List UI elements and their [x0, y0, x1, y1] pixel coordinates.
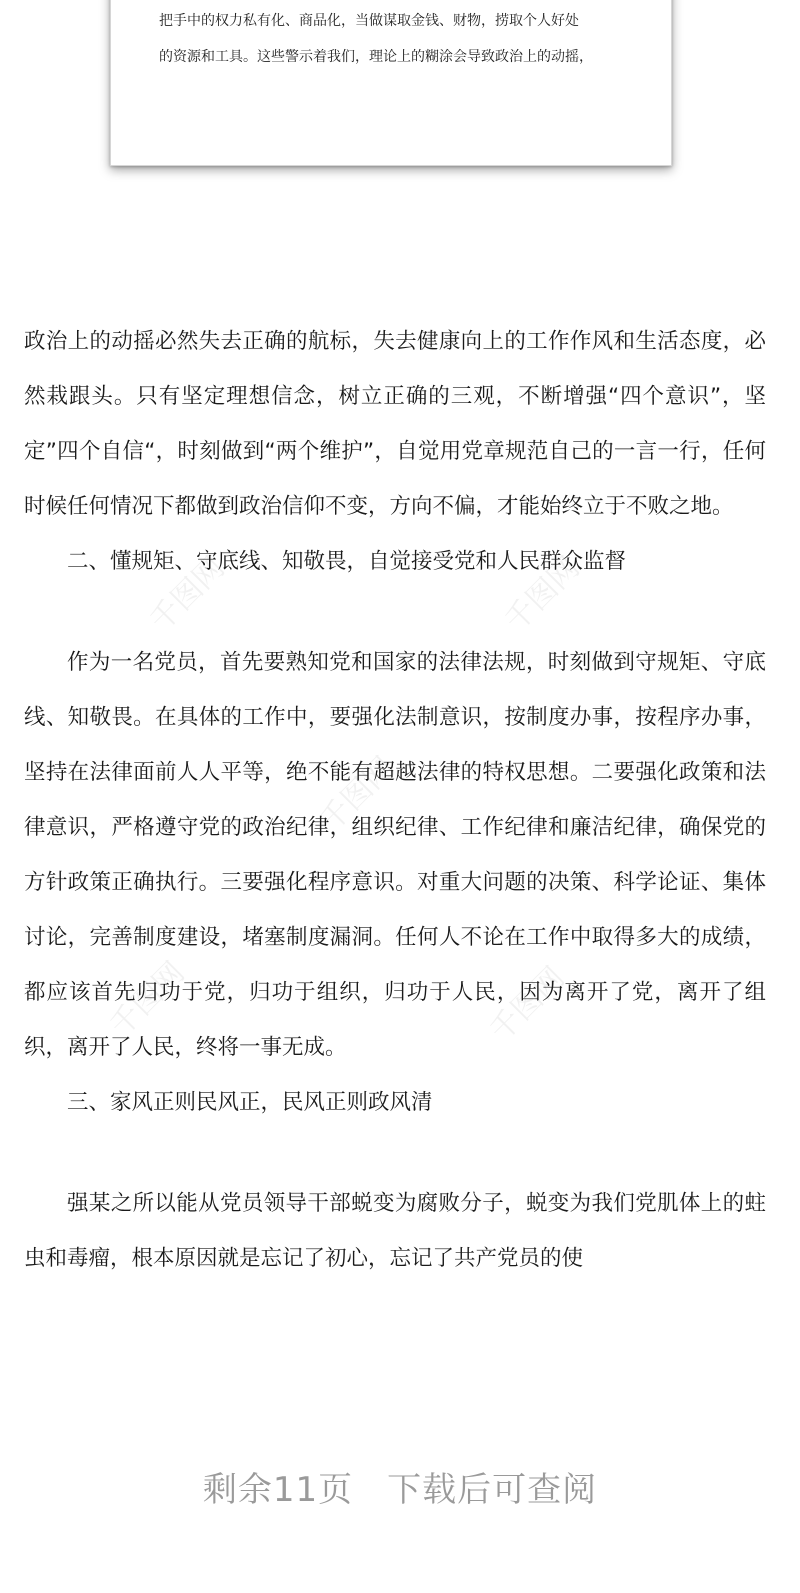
paragraph-3: 强某之所以能从党员领导干部蜕变为腐败分子，蜕变为我们党肌体上的蛀虫和毒瘤，根本原因就是忘记了初心，忘记了共产党员的使 [24, 1191, 766, 1271]
preview-card [110, 0, 672, 166]
watermark: 千图网 [103, 955, 192, 1044]
watermark: 千图网 [313, 750, 402, 839]
preview-line-1: 把手中的权力私有化、商品化，当做谋取金钱、财物，捞取个人好处 [159, 13, 579, 29]
section-heading-3: 三、家风正则民风正，民风正则政风清 [67, 1090, 433, 1115]
section-heading-2: 二、懂规矩、守底线、知敬畏，自觉接受党和人民群众监督 [67, 549, 627, 574]
document-body [24, 314, 766, 1286]
paragraph-1: 政治上的动摇必然失去正确的航标，失去健康向上的工作作风和生活态度，必然栽跟头。只有坚定理想信念，树立正确的三观，不断增强“四个意识”，坚定”四个自信“，时刻做到“两个维护”，自觉用党章规范自己的一言一行，任何时候任何情况下都做到政治信仰不变，方向不偏，才能始终立于不败之地。 [24, 329, 766, 519]
paragraph-2: 作为一名党员，首先要熟知党和国家的法律法规，时刻做到守规矩、守底线、知敬畏。在具体的工作中，要强化法制意识，按制度办事，按程序办事，坚持在法律面前人人平等，绝不能有超越法律的特权思想。二要强化政策和法律意识，严格遵守党的政治纪律，组织纪律、工作纪律和廉洁纪律，确保党的方针政策正确执行。三要强化程序意识。对重大问题的决策、科学论证、集体讨论，完善制度建设，堵塞制度漏洞。任何人不论在工作中取得多大的成绩，都应该首先归功于党，归功于组织，归功于人民，因为离开了党，离开了组织，离开了人民，终将一事无成。 [24, 650, 766, 1060]
download-to-view-text[interactable]: 下载后可查阅 [387, 1470, 598, 1510]
remaining-pages-text: 剩余11页 [202, 1470, 354, 1510]
preview-line-2: 的资源和工具。这些警示着我们，理论上的糊涂会导致政治上的动摇， [159, 49, 593, 65]
download-prompt[interactable] [0, 1462, 800, 1511]
watermark: 千图网 [143, 550, 232, 639]
watermark: 千图网 [498, 550, 587, 639]
watermark: 千图网 [483, 960, 572, 1049]
